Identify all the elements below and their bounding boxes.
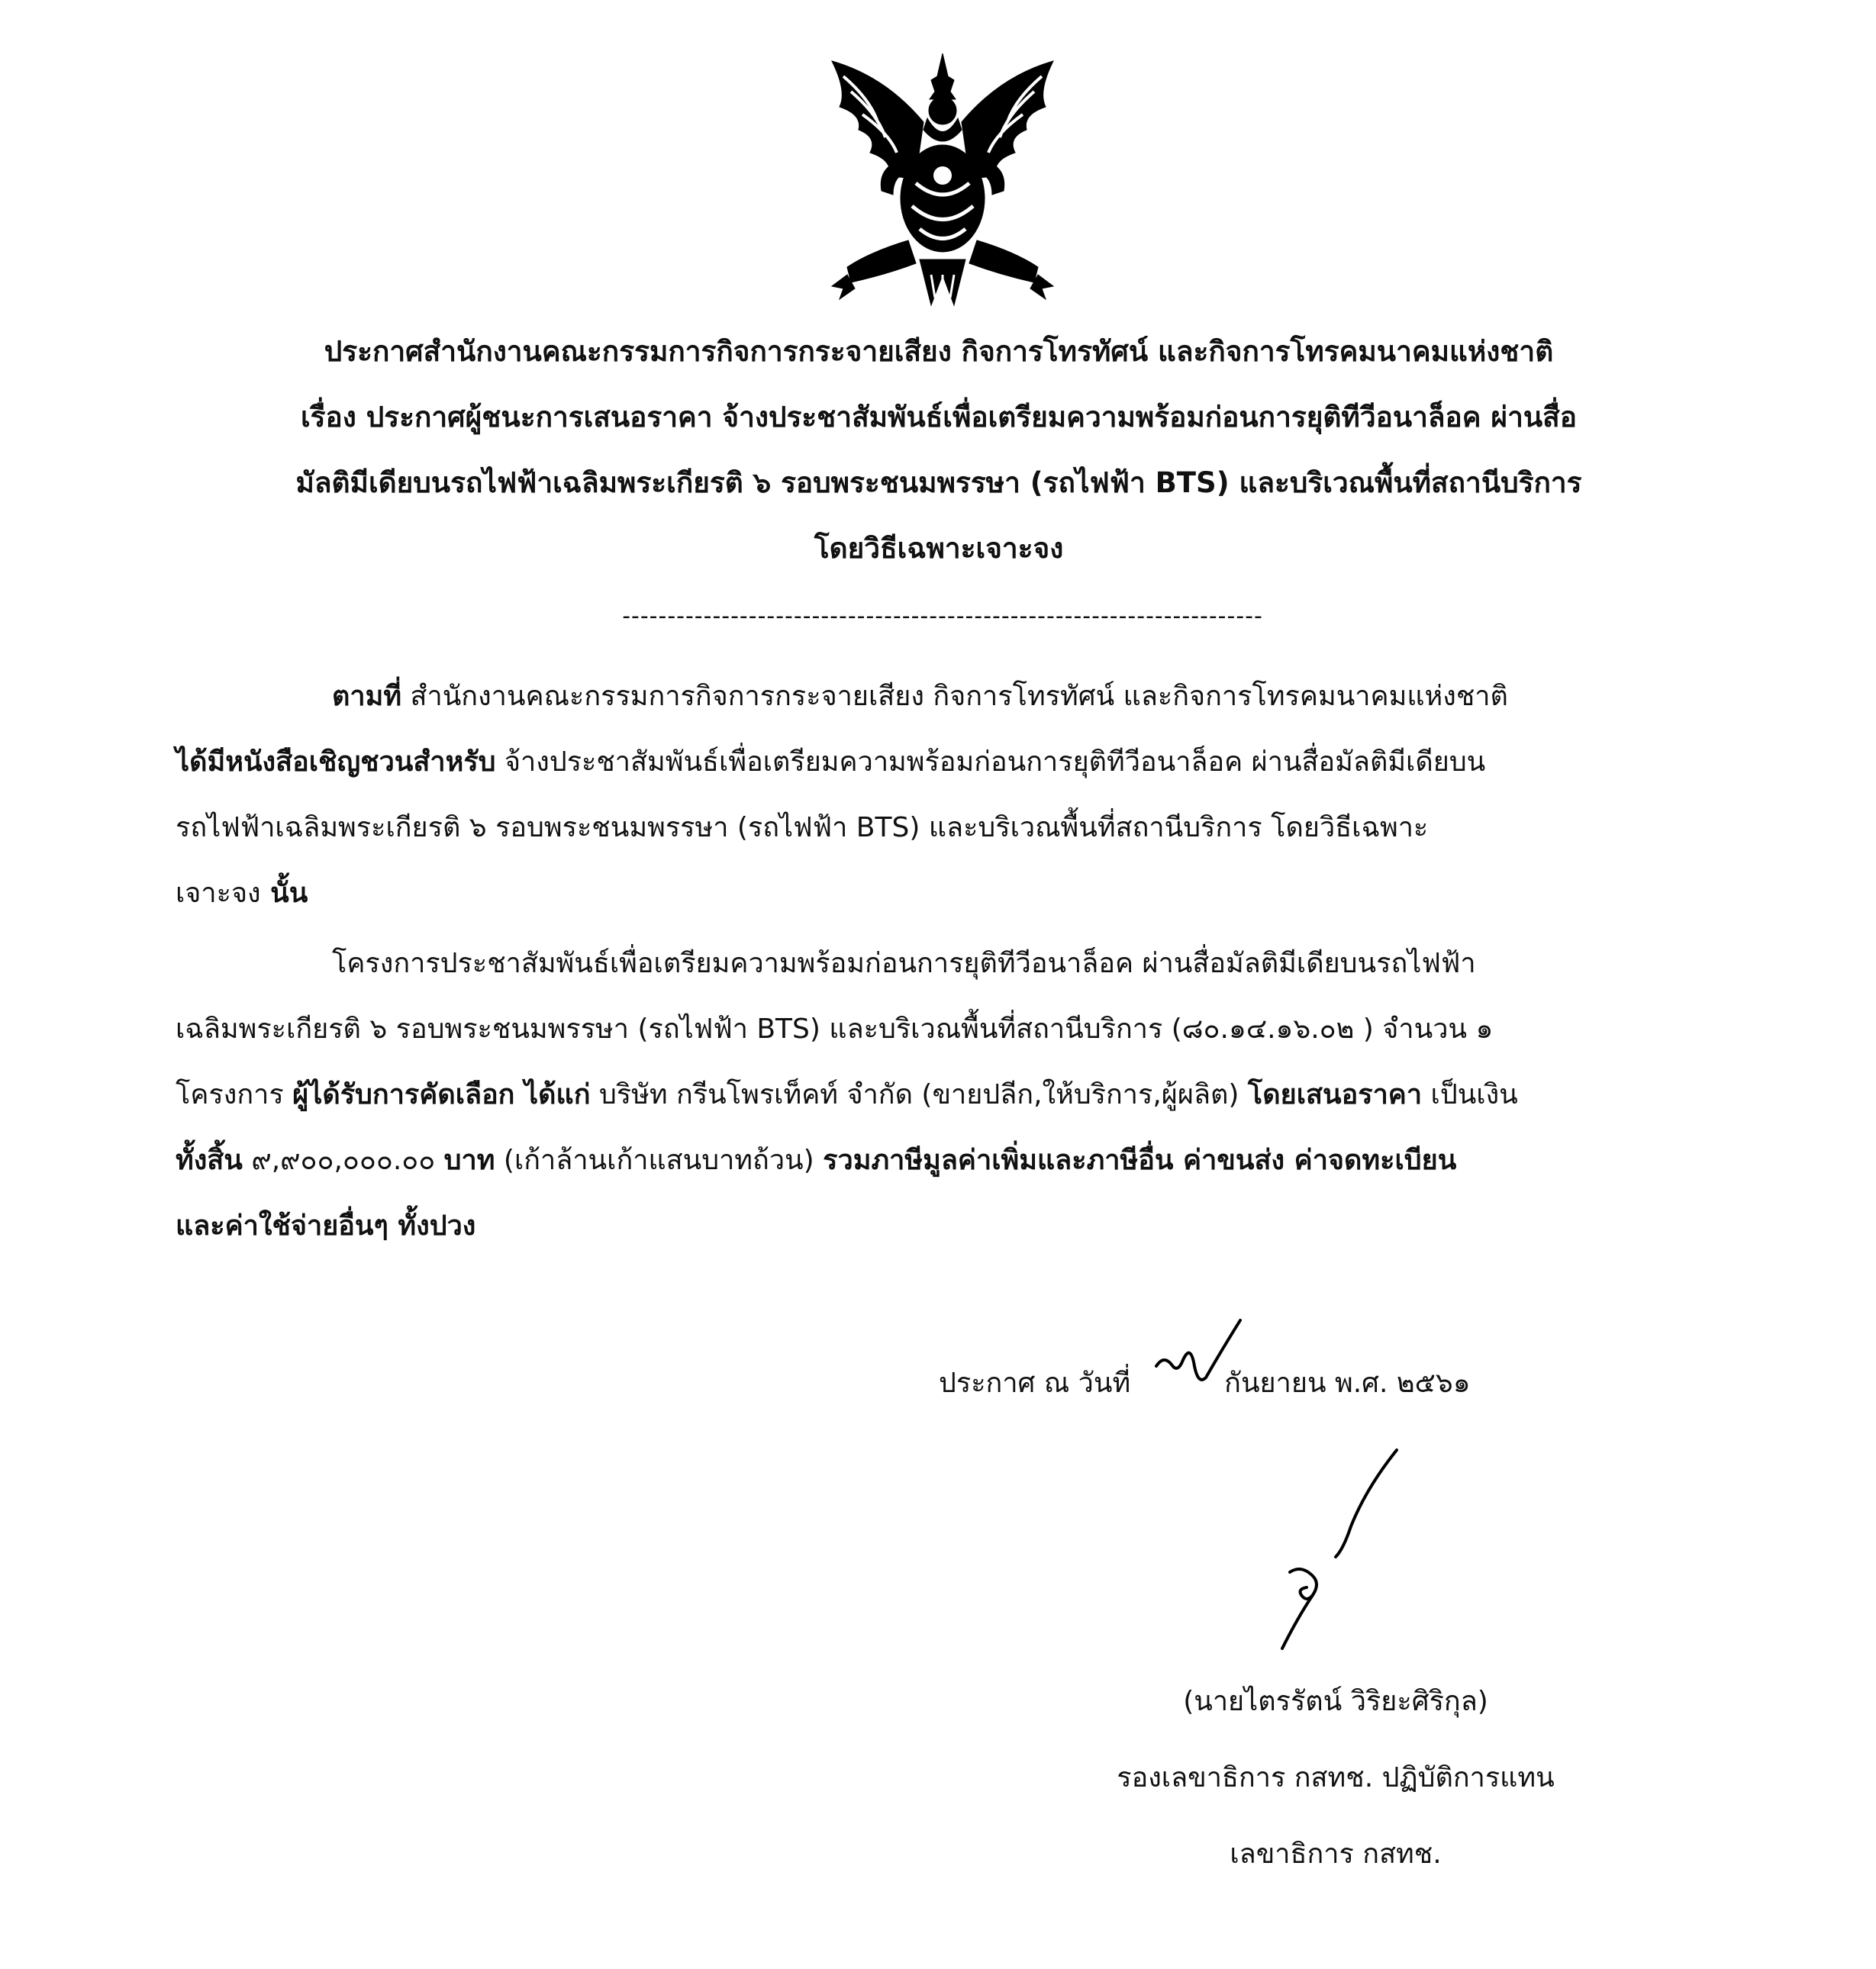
text-run: สำนักงานคณะกรรมการกิจการกระจายเสียง กิจการโทรทัศน์ และกิจการโทรคมนาคมแห่งชาติ [401, 681, 1508, 712]
bold-run: นั้น [260, 878, 308, 909]
paragraph-line: รถไฟฟ้าเฉลิมพระเกียรติ ๖ รอบพระชนมพรรษา (รถไฟฟ้า BTS) และบริเวณพื้นที่สถานีบริการ โดยวิธีเฉพาะ [176, 812, 1429, 843]
garuda-emblem-icon [817, 46, 1069, 321]
date-suffix: กันยายน พ.ศ. ๒๕๖๑ [1224, 1368, 1471, 1399]
signatory-position: เลขาธิการ กสทช. [1230, 1838, 1442, 1870]
text-run: โครงการ [176, 1079, 293, 1110]
paragraph-line: เฉลิมพระเกียรติ ๖ รอบพระชนมพรรษา (รถไฟฟ้า BTS) และบริเวณพื้นที่สถานีบริการ (๘๐.๑๔.๑๖.๐๒ ) จำนวน ๑ [176, 1014, 1494, 1045]
text-run: เป็นเงิน [1422, 1079, 1518, 1110]
paragraph-result [176, 931, 1702, 1259]
paragraph-line: และค่าใช้จ่ายอื่นๆ ทั้งปวง [176, 1210, 476, 1242]
signatory-block [992, 1664, 1679, 1893]
bold-run: รวมภาษีมูลค่าเพิ่มและภาษีอื่น ค่าขนส่ง ค่าจดทะเบียน [823, 1145, 1457, 1176]
bold-run: โดยเสนอราคา [1247, 1079, 1423, 1110]
title-line: ประกาศสำนักงานคณะกรรมการกิจการกระจายเสียง กิจการโทรทัศน์ และกิจการโทรคมนาคมแห่งชาติ [324, 335, 1554, 368]
text-run: (เก้าล้านเก้าแสนบาทถ้วน) [495, 1145, 824, 1176]
paragraph-line [176, 730, 1702, 795]
paragraph-line [176, 664, 1702, 730]
announcement-title [137, 319, 1740, 582]
paragraph-invitation [176, 664, 1702, 926]
paragraph-line: โครงการประชาสัมพันธ์เพื่อเตรียมความพร้อมก่อนการยุติทีวีอนาล็อค ผ่านสื่อมัลติมีเดียบนรถไฟฟ้า [332, 948, 1476, 979]
subject-line: โดยวิธีเฉพาะเจาะจง [814, 532, 1064, 565]
paragraph-line [176, 1128, 1702, 1194]
handwritten-day-icon [1149, 1313, 1248, 1397]
bold-run: ได้มีหนังสือเชิญชวนสำหรับ [176, 746, 496, 778]
text-run: ๙,๙๐๐,๐๐๐.๐๐ [242, 1145, 444, 1176]
announcement-date [939, 1351, 1778, 1416]
paragraph-line [176, 861, 1702, 926]
bold-run: ทั้งสิ้น [176, 1145, 243, 1176]
divider: ----------------------------------------------------------------------- [622, 603, 1263, 630]
text-run: จ้างประชาสัมพันธ์เพื่อเตรียมความพร้อมก่อนการยุติทีวีอนาล็อค ผ่านสื่อมัลติมีเดียบน [495, 746, 1486, 778]
text-run: บริษัท กรีนโพรเท็คท์ จำกัด (ขายปลีก,ให้บริการ,ผู้ผลิต) [590, 1079, 1248, 1110]
handwritten-signature-icon [1236, 1442, 1412, 1656]
signatory-position: รองเลขาธิการ กสทช. ปฏิบัติการแทน [1117, 1762, 1555, 1793]
lead-word: ตามที่ [332, 681, 402, 712]
signatory-name: (นายไตรรัตน์ วิริยะศิริกุล) [1183, 1686, 1488, 1717]
subject-line: เรื่อง ประกาศผู้ชนะการเสนอราคา จ้างประชาสัมพันธ์เพื่อเตรียมความพร้อมก่อนการยุติทีวีอนาล็อค ผ่านสื่อ [301, 401, 1577, 433]
date-prefix: ประกาศ ณ วันที่ [939, 1368, 1131, 1399]
subject-line: มัลติมีเดียบนรถไฟฟ้าเฉลิมพระเกียรติ ๖ รอบพระชนมพรรษา (รถไฟฟ้า BTS) และบริเวณพื้นที่สถานีบริการ [295, 466, 1582, 499]
bold-run: บาท [443, 1145, 495, 1176]
bold-run: ผู้ได้รับการคัดเลือก ได้แก่ [292, 1079, 591, 1110]
paragraph-line [176, 1062, 1702, 1128]
text-run: เจาะจง [176, 878, 261, 909]
